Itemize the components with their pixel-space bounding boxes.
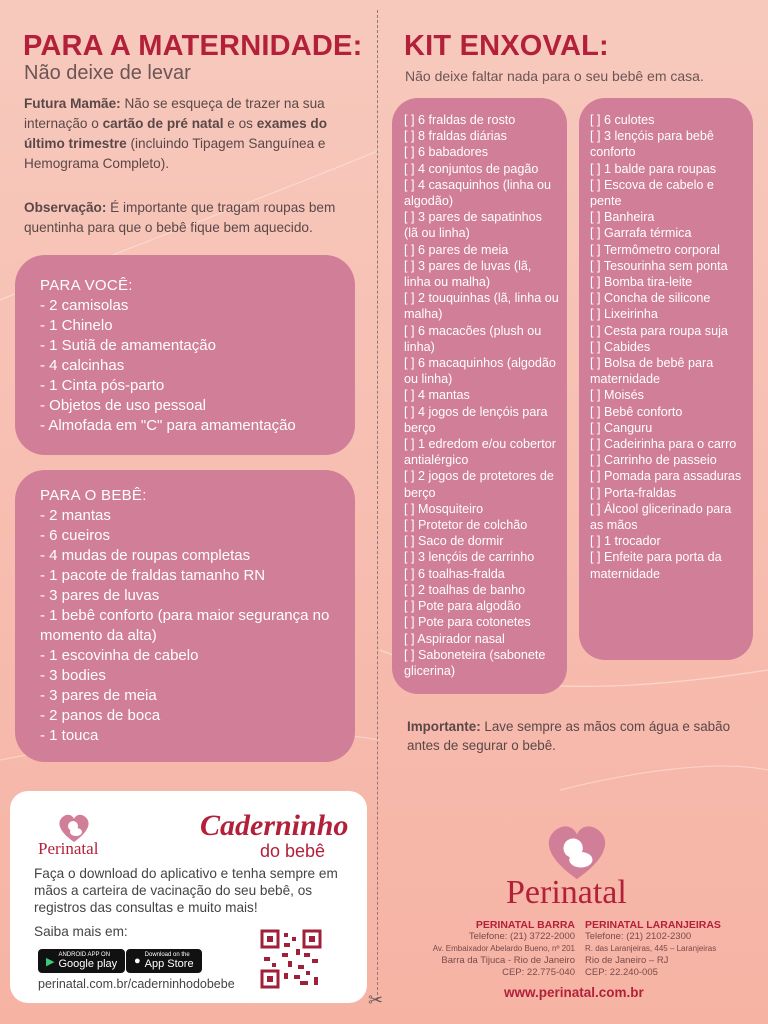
list-item: [ ] 2 jogos de protetores de berço (404, 469, 554, 500)
enxoval-subtitle: Não deixe faltar nada para o seu bebê em casa. (405, 68, 704, 84)
list-item: [ ] 3 lençóis para bebê conforto (590, 129, 714, 160)
list-item: [ ] 4 jogos de lençóis para berço (404, 404, 548, 435)
list-item: [ ] Carrinho de passeio (590, 453, 717, 468)
list-item: [ ] Bebê conforto (590, 404, 683, 419)
list-item: [ ] 6 macacões (plush ou linha) (404, 323, 542, 354)
heart-baby-logo-icon (542, 823, 612, 881)
observation-paragraph (24, 198, 364, 238)
list-item: - 4 mudas de roupas completas (40, 547, 251, 564)
promo-text: Faça o download do aplicativo e tenha sempre em mãos a carteira de vacinação do seu bebê, os registros das consultas e muito mais! (34, 866, 338, 915)
list-item: - 1 Sutiã de amamentação (40, 337, 216, 354)
list-item: [ ] Saco de dormir (404, 534, 504, 549)
intro-bold: cartão de pré natal (102, 116, 224, 131)
list-item: [ ] 1 balde para roupas (590, 161, 717, 176)
promo-logo-text: Perinatal (38, 839, 99, 858)
enxoval-column-1 (392, 98, 567, 694)
list-item: [ ] 6 pares de meia (404, 242, 509, 257)
intro-text: Não se esqueça de trazer na sua internação o (24, 96, 325, 131)
footer-barra (402, 919, 575, 979)
enxoval-column-2 (579, 98, 753, 660)
list-item: [ ] 6 macaquinhos (algodão ou linha) (404, 356, 556, 387)
card-heading: PARA O BEBÊ: (40, 487, 147, 504)
list-item: [ ] Tesourinha sem ponta (590, 258, 728, 273)
badge-text: Google play (58, 958, 118, 970)
list-item: [ ] Moisés (590, 388, 644, 403)
list-item: - Almofada em "C" para amamentação (40, 417, 296, 434)
footer-phone: Telefone: (21) 2102-2300 (585, 931, 692, 942)
qr-code-icon (260, 929, 322, 989)
footer-title: PERINATAL BARRA (475, 919, 575, 931)
footer-cep: CEP: 22.775-040 (502, 967, 575, 978)
list-item: - 1 escovinha de cabelo (40, 647, 199, 664)
list-item: [ ] Cadeirinha para o carro (590, 437, 737, 452)
list-item: [ ] 4 conjuntos de pagão (404, 161, 539, 176)
list-item: [ ] 2 toalhas de banho (404, 582, 526, 597)
bebe-list (40, 506, 339, 746)
list-item: - 1 Cinta pós-parto (40, 377, 165, 394)
list-item: [ ] 1 edredom e/ou cobertor antialérgico (404, 437, 556, 468)
footer-city: Rio de Janeiro – RJ (585, 955, 669, 966)
list-item: [ ] Canguru (590, 420, 653, 435)
list-item: - 2 camisolas (40, 297, 129, 314)
list-item: [ ] Garrafa térmica (590, 226, 692, 241)
list-item: - 6 cueiros (40, 527, 111, 544)
list-item: [ ] 4 casaquinhos (linha ou algodão) (404, 177, 552, 209)
list-item: [ ] Álcool glicerinado para as mãos (590, 501, 732, 533)
list-item: [ ] Pote para cotonetes (404, 615, 531, 630)
list-item: [ ] Escova de cabelo e pente (590, 177, 714, 209)
list-item: [ ] 1 trocador (590, 534, 661, 549)
promo-url[interactable]: perinatal.com.br/caderninhodobebe (38, 977, 235, 991)
list-item: [ ] Saboneteira (sabonete glicerina) (404, 647, 546, 678)
footer-city: Barra da Tijuca - Rio de Janeiro (441, 955, 575, 966)
card-heading: PARA VOCÊ: (40, 277, 133, 294)
list-item: [ ] Bolsa de bebê para maternidade (590, 356, 714, 387)
card-para-bebe (15, 470, 355, 762)
list-item: [ ] Lixeirinha (590, 307, 658, 322)
footer-website[interactable]: www.perinatal.com.br (504, 985, 644, 1000)
scissors-icon: ✂ (368, 990, 384, 1010)
observation-label: Observação: (24, 200, 107, 215)
important-text: Lave sempre as mãos com água e sabão antes de segurar o bebê. (407, 719, 731, 753)
footer-logo-text: Perinatal (506, 874, 627, 911)
important-label: Importante: (407, 719, 481, 734)
saiba-mais: Saiba mais em: (34, 924, 128, 939)
observation-text: É importante que tragam roupas bem quentinha para que o bebê fique bem aquecido. (24, 200, 336, 235)
footer-cep: CEP: 22.240-005 (585, 967, 658, 978)
app-name: Caderninho (200, 809, 349, 842)
list-item: [ ] 6 babadores (404, 145, 489, 160)
list-item: [ ] 3 lençóis de carrinho (404, 550, 535, 565)
intro-text: (incluindo Tipagem Sanguínea e Hemograma Completo). (24, 136, 326, 171)
app-name-sub: do bebê (260, 841, 326, 861)
maternity-subtitle: Não deixe de levar (24, 62, 191, 84)
list-item: - 1 Chinelo (40, 317, 113, 334)
list-item: [ ] 6 culotes (590, 113, 655, 127)
footer-title: PERINATAL LARANJEIRAS (585, 919, 721, 931)
enxoval-title: KIT ENXOVAL: (404, 30, 609, 62)
app-promo-box (10, 791, 367, 1003)
list-item: - 3 pares de meia (40, 687, 157, 704)
list-item: [ ] 3 pares de sapatinhos (lã ou linha) (404, 210, 542, 241)
voce-list (40, 296, 339, 436)
list-item: [ ] 6 fraldas de rosto (404, 113, 516, 127)
list-item: [ ] Cesta para roupa suja (590, 323, 728, 338)
list-item: [ ] Aspirador nasal (404, 631, 505, 646)
list-item: [ ] Bomba tira-leite (590, 275, 693, 290)
footer-address: R. das Laranjeiras, 445 – Laranjeiras (585, 944, 717, 953)
footer-address: Av. Embaixador Abelardo Bueno, nº 201 (432, 944, 575, 953)
list-item: - 3 bodies (40, 667, 106, 684)
list-item: [ ] Concha de silicone (590, 291, 711, 306)
intro-bold: exames do último trimestre (24, 116, 328, 151)
badge-small-text: ANDROID APP ON (58, 952, 111, 958)
card-para-voce (15, 255, 355, 455)
cut-line (377, 10, 378, 1000)
list-item: [ ] Protetor de colchão (404, 518, 528, 533)
list-item: - 1 bebê conforto (para maior segurança no momento da alta) (40, 607, 330, 644)
list-item: [ ] Mosquiteiro (404, 501, 484, 516)
important-note (407, 717, 737, 755)
maternity-title: PARA A MATERNIDADE: (23, 30, 363, 62)
list-item: [ ] 8 fraldas diárias (404, 129, 507, 144)
footer-laranjeiras (585, 919, 760, 979)
list-item: - 3 pares de luvas (40, 587, 160, 604)
list-item: - Objetos de uso pessoal (40, 397, 206, 414)
apple-icon: ● (134, 955, 141, 967)
badge-small-text: Download on the (144, 952, 190, 958)
list-item: - 4 calcinhas (40, 357, 125, 374)
list-item: [ ] Pote para algodão (404, 599, 521, 614)
list-item: [ ] 6 toalhas-fralda (404, 566, 505, 581)
intro-label: Futura Mamãe: (24, 96, 121, 111)
google-play-icon: ▶ (46, 955, 55, 968)
list-item: [ ] Porta-fraldas (590, 485, 677, 500)
list-item: [ ] Enfeite para porta da maternidade (590, 550, 722, 581)
list-item: - 2 panos de boca (40, 707, 161, 724)
list-item: - 2 mantas (40, 507, 111, 524)
app-store-button[interactable] (126, 949, 202, 973)
list-item: [ ] Banheira (590, 210, 655, 225)
list-item: [ ] Pomada para assaduras (590, 469, 742, 484)
list-item: - 1 pacote de fraldas tamanho RN (40, 567, 266, 584)
list-item: - 1 touca (40, 727, 99, 744)
intro-paragraph (24, 94, 359, 174)
list-item: [ ] Cabides (590, 339, 651, 354)
list-item: [ ] Termômetro corporal (590, 242, 720, 257)
list-item: [ ] 4 mantas (404, 388, 470, 403)
footer-phone: Telefone: (21) 3722-2000 (468, 931, 575, 942)
google-play-button[interactable] (38, 949, 125, 973)
list-item: [ ] 2 touquinhas (lã, linha ou malha) (404, 291, 559, 322)
badge-text: App Store (144, 958, 194, 970)
intro-text: e os (223, 116, 257, 131)
list-item: [ ] 3 pares de luvas (lã, linha ou malha) (404, 258, 532, 290)
